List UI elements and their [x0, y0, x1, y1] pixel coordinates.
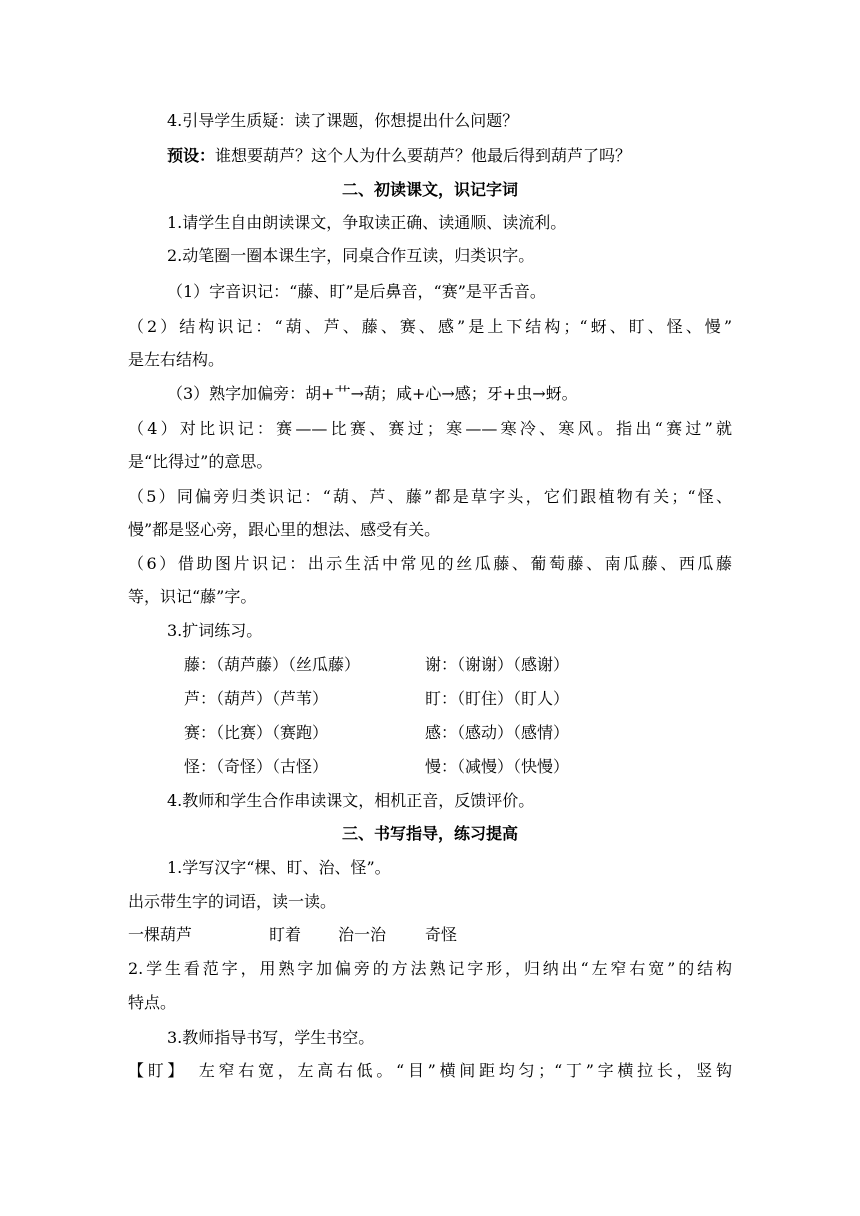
paragraph-structure-line2: 是左右结构。	[128, 350, 225, 369]
paragraph-teacher-guide: 3.教师指导书写，学生书空。	[167, 1028, 375, 1047]
paragraph-same-radical-line2: 慢”都是竖心旁，跟心里的想法、感受有关。	[128, 520, 441, 539]
paragraph-structure-line1: （2）结构识记：“葫、芦、藤、赛、感”是上下结构；“蚜、盯、怪、慢”	[128, 317, 732, 336]
paragraph-learn-writing: 1.学写汉字“棵、盯、治、怪”。	[167, 858, 391, 877]
expand-word-right: 谢：（谢谢）（感谢）	[425, 655, 570, 674]
paragraph-preset	[167, 145, 631, 167]
expand-word-left: 怪：（奇怪）（古怪）	[184, 757, 329, 776]
section-heading-2: 二、初读课文，识记字词	[341, 180, 518, 199]
paragraph-show-words: 出示带生字的词语，读一读。	[128, 892, 337, 911]
paragraph-compare-line2: 是“比得过”的意思。	[128, 452, 273, 471]
paragraph-model-character-line1: 2.学生看范字，用熟字加偏旁的方法熟记字形，归纳出“左窄右宽”的结构	[128, 959, 732, 978]
paragraph-pronunciation: （1）字音识记：“藤、盯”是后鼻音，“赛”是平舌音。	[167, 282, 546, 301]
expand-word-left: 芦：（葫芦）（芦苇）	[184, 689, 329, 708]
paragraph-read-aloud: 1.请学生自由朗读课文，争取读正确、读通顺、读流利。	[167, 213, 567, 232]
word-item: 奇怪	[425, 925, 458, 944]
paragraph-cooperative-reading: 4.教师和学生合作串读课文，相机正音，反馈评价。	[167, 791, 535, 810]
word-item: 盯着	[269, 925, 302, 944]
expand-word-right: 慢：（减慢）（快慢）	[425, 757, 570, 776]
expand-word-left: 赛：（比赛）（赛跑）	[184, 723, 329, 742]
paragraph-pictures-line2: 等，识记“藤”字。	[128, 587, 257, 606]
paragraph-radicals: （3）熟字加偏旁：胡+艹→葫；咸+心→感；牙+虫→蚜。	[167, 384, 578, 403]
paragraph-circle-characters: 2.动笔圈一圈本课生字，同桌合作互读，归类识字。	[167, 246, 535, 265]
word-item: 治一治	[338, 925, 387, 944]
expand-word-right: 盯：（盯住）（盯人）	[425, 689, 570, 708]
paragraph-same-radical-line1: （5）同偏旁归类识记：“葫、芦、藤”都是草字头，它们跟植物有关；“怪、	[128, 487, 732, 506]
preset-text: 谁想要葫芦？这个人为什么要葫芦？他最后得到葫芦了吗？	[215, 146, 632, 165]
paragraph-expand-words: 3.扩词练习。	[167, 621, 263, 640]
paragraph-ding-character: 【盯】 左窄右宽，左高右低。“目”横间距均匀；“丁”字横拉长，竖钩	[128, 1061, 732, 1080]
expand-word-right: 感：（感动）（感情）	[425, 723, 570, 742]
expand-word-left: 藤：（葫芦藤）（丝瓜藤）	[184, 655, 361, 674]
preset-label: 预设：	[167, 146, 216, 165]
paragraph-question-guide: 4.引导学生质疑：读了课题，你想提出什么问题？	[167, 111, 519, 130]
paragraph-pictures-line1: （6）借助图片识记：出示生活中常见的丝瓜藤、葡萄藤、南瓜藤、西瓜藤	[128, 554, 732, 573]
word-item: 一棵葫芦	[128, 925, 193, 944]
section-heading-3: 三、书写指导，练习提高	[341, 824, 518, 843]
paragraph-model-character-line2: 特点。	[128, 993, 177, 1012]
paragraph-compare-line1: （4）对比识记：赛——比赛、赛过；寒——寒冷、寒风。指出“赛过”就	[128, 419, 732, 438]
